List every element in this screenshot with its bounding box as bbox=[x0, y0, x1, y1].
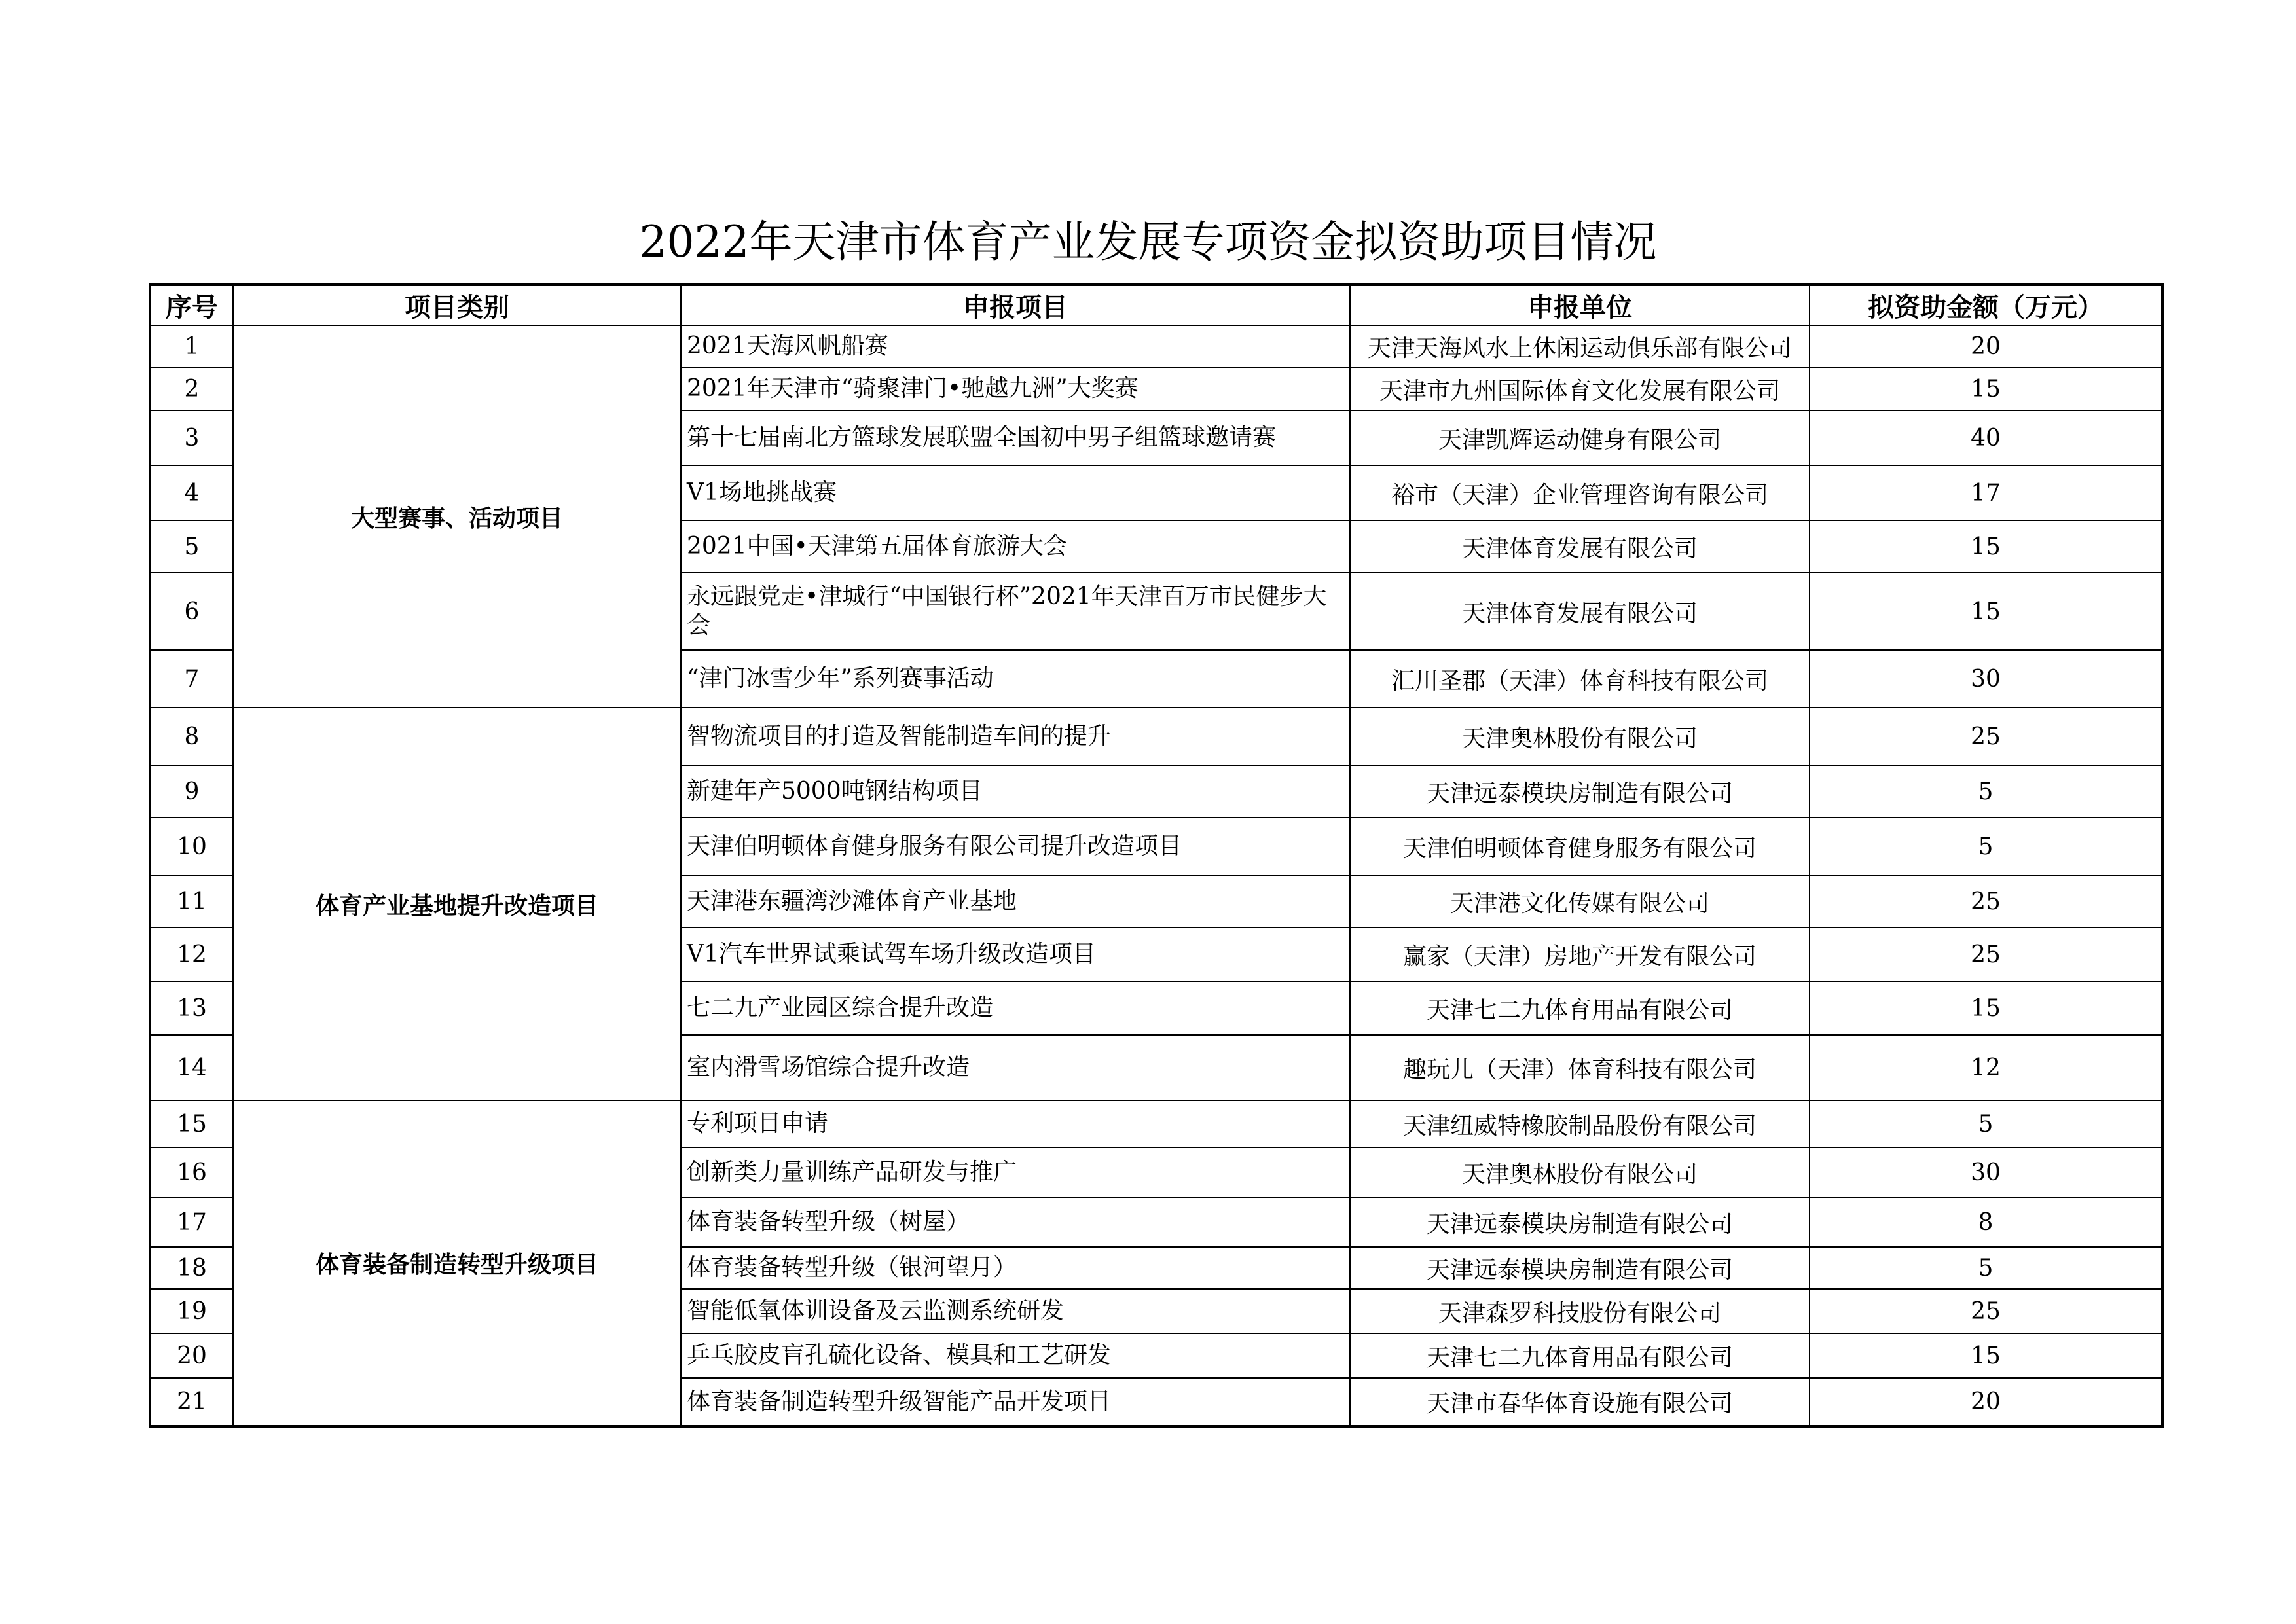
row-index: 1 bbox=[150, 325, 233, 367]
project-name: 永远跟党走•津城行“中国银行杯”2021年天津百万市民健步大会 bbox=[681, 573, 1350, 650]
funding-amount: 30 bbox=[1810, 1147, 2162, 1197]
row-index: 4 bbox=[150, 465, 233, 520]
applicant-unit: 天津伯明顿体育健身服务有限公司 bbox=[1350, 818, 1810, 875]
category-cell: 大型赛事、活动项目 bbox=[233, 325, 681, 708]
row-index: 21 bbox=[150, 1378, 233, 1426]
project-name: 智物流项目的打造及智能制造车间的提升 bbox=[681, 708, 1350, 765]
project-name: 新建年产5000吨钢结构项目 bbox=[681, 765, 1350, 818]
project-name: 2021天海风帆船赛 bbox=[681, 325, 1350, 367]
funding-amount: 30 bbox=[1810, 650, 2162, 708]
funding-amount: 15 bbox=[1810, 520, 2162, 573]
funding-amount: 25 bbox=[1810, 928, 2162, 981]
applicant-unit: 天津市九州国际体育文化发展有限公司 bbox=[1350, 367, 1810, 410]
funding-amount: 25 bbox=[1810, 875, 2162, 928]
applicant-unit: 天津远泰模块房制造有限公司 bbox=[1350, 1197, 1810, 1247]
project-name: 智能低氧体训设备及云监测系统研发 bbox=[681, 1289, 1350, 1333]
funding-amount: 15 bbox=[1810, 981, 2162, 1035]
project-name: V1场地挑战赛 bbox=[681, 465, 1350, 520]
project-name: 2021年天津市“骑聚津门•驰越九洲”大奖赛 bbox=[681, 367, 1350, 410]
funding-amount: 20 bbox=[1810, 325, 2162, 367]
row-index: 2 bbox=[150, 367, 233, 410]
applicant-unit: 天津体育发展有限公司 bbox=[1350, 520, 1810, 573]
header-project: 申报项目 bbox=[681, 285, 1350, 325]
funding-amount: 8 bbox=[1810, 1197, 2162, 1247]
row-index: 12 bbox=[150, 928, 233, 981]
table-row bbox=[150, 708, 2162, 765]
row-index: 18 bbox=[150, 1247, 233, 1289]
category-cell: 体育产业基地提升改造项目 bbox=[233, 708, 681, 1100]
applicant-unit: 裕市（天津）企业管理咨询有限公司 bbox=[1350, 465, 1810, 520]
row-index: 17 bbox=[150, 1197, 233, 1247]
table-header-row bbox=[150, 285, 2162, 325]
row-index: 15 bbox=[150, 1100, 233, 1147]
funding-amount: 5 bbox=[1810, 765, 2162, 818]
row-index: 19 bbox=[150, 1289, 233, 1333]
project-name: 体育装备制造转型升级智能产品开发项目 bbox=[681, 1378, 1350, 1426]
document-title: 2022年天津市体育产业发展专项资金拟资助项目情况 bbox=[639, 217, 1657, 267]
row-index: 20 bbox=[150, 1333, 233, 1378]
applicant-unit: 天津市春华体育设施有限公司 bbox=[1350, 1378, 1810, 1426]
project-name: 体育装备转型升级（银河望月） bbox=[681, 1247, 1350, 1289]
funding-amount: 17 bbox=[1810, 465, 2162, 520]
row-index: 5 bbox=[150, 520, 233, 573]
category-cell: 体育装备制造转型升级项目 bbox=[233, 1100, 681, 1426]
applicant-unit: 天津港文化传媒有限公司 bbox=[1350, 875, 1810, 928]
header-unit: 申报单位 bbox=[1350, 285, 1810, 325]
project-name: 第十七届南北方篮球发展联盟全国初中男子组篮球邀请赛 bbox=[681, 410, 1350, 465]
table-row bbox=[150, 1100, 2162, 1147]
funding-amount: 5 bbox=[1810, 1247, 2162, 1289]
applicant-unit: 天津远泰模块房制造有限公司 bbox=[1350, 1247, 1810, 1289]
row-index: 10 bbox=[150, 818, 233, 875]
row-index: 8 bbox=[150, 708, 233, 765]
project-name: 体育装备转型升级（树屋） bbox=[681, 1197, 1350, 1247]
row-index: 9 bbox=[150, 765, 233, 818]
funding-amount: 25 bbox=[1810, 708, 2162, 765]
row-index: 3 bbox=[150, 410, 233, 465]
project-name: V1汽车世界试乘试驾车场升级改造项目 bbox=[681, 928, 1350, 981]
funding-amount: 15 bbox=[1810, 367, 2162, 410]
funding-table bbox=[149, 283, 2164, 1428]
project-name: 创新类力量训练产品研发与推广 bbox=[681, 1147, 1350, 1197]
applicant-unit: 天津体育发展有限公司 bbox=[1350, 573, 1810, 650]
applicant-unit: 天津远泰模块房制造有限公司 bbox=[1350, 765, 1810, 818]
project-name: 天津伯明顿体育健身服务有限公司提升改造项目 bbox=[681, 818, 1350, 875]
project-name: “津门冰雪少年”系列赛事活动 bbox=[681, 650, 1350, 708]
project-name: 2021中国•天津第五届体育旅游大会 bbox=[681, 520, 1350, 573]
project-name: 乒乓胶皮盲孔硫化设备、模具和工艺研发 bbox=[681, 1333, 1350, 1378]
applicant-unit: 趣玩儿（天津）体育科技有限公司 bbox=[1350, 1035, 1810, 1100]
applicant-unit: 天津森罗科技股份有限公司 bbox=[1350, 1289, 1810, 1333]
row-index: 13 bbox=[150, 981, 233, 1035]
header-category: 项目类别 bbox=[233, 285, 681, 325]
funding-amount: 15 bbox=[1810, 1333, 2162, 1378]
project-name: 天津港东疆湾沙滩体育产业基地 bbox=[681, 875, 1350, 928]
project-name: 七二九产业园区综合提升改造 bbox=[681, 981, 1350, 1035]
funding-amount: 5 bbox=[1810, 1100, 2162, 1147]
funding-amount: 40 bbox=[1810, 410, 2162, 465]
applicant-unit: 天津奥林股份有限公司 bbox=[1350, 1147, 1810, 1197]
row-index: 16 bbox=[150, 1147, 233, 1197]
row-index: 11 bbox=[150, 875, 233, 928]
applicant-unit: 汇川圣郡（天津）体育科技有限公司 bbox=[1350, 650, 1810, 708]
header-amount: 拟资助金额（万元） bbox=[1810, 285, 2162, 325]
funding-amount: 5 bbox=[1810, 818, 2162, 875]
applicant-unit: 天津纽威特橡胶制品股份有限公司 bbox=[1350, 1100, 1810, 1147]
funding-amount: 25 bbox=[1810, 1289, 2162, 1333]
applicant-unit: 赢家（天津）房地产开发有限公司 bbox=[1350, 928, 1810, 981]
applicant-unit: 天津七二九体育用品有限公司 bbox=[1350, 1333, 1810, 1378]
funding-amount: 20 bbox=[1810, 1378, 2162, 1426]
row-index: 14 bbox=[150, 1035, 233, 1100]
project-name: 室内滑雪场馆综合提升改造 bbox=[681, 1035, 1350, 1100]
table-body bbox=[150, 325, 2162, 1426]
applicant-unit: 天津凯辉运动健身有限公司 bbox=[1350, 410, 1810, 465]
applicant-unit: 天津天海风水上休闲运动俱乐部有限公司 bbox=[1350, 325, 1810, 367]
table-row bbox=[150, 325, 2162, 367]
funding-amount: 15 bbox=[1810, 573, 2162, 650]
header-index: 序号 bbox=[150, 285, 233, 325]
row-index: 6 bbox=[150, 573, 233, 650]
project-name: 专利项目申请 bbox=[681, 1100, 1350, 1147]
applicant-unit: 天津七二九体育用品有限公司 bbox=[1350, 981, 1810, 1035]
applicant-unit: 天津奥林股份有限公司 bbox=[1350, 708, 1810, 765]
funding-amount: 12 bbox=[1810, 1035, 2162, 1100]
row-index: 7 bbox=[150, 650, 233, 708]
